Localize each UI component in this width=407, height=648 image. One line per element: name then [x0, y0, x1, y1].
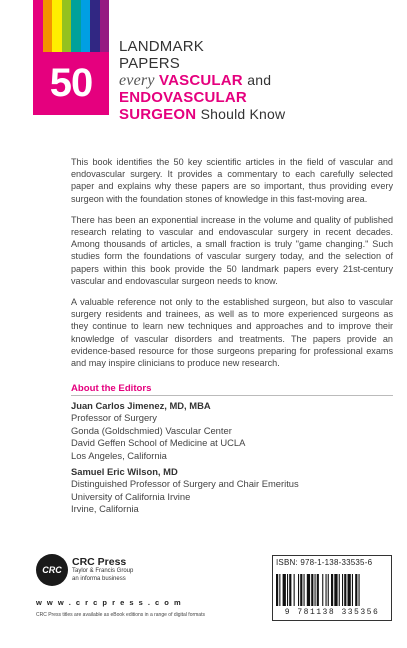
- barcode-bar: [348, 574, 351, 606]
- description-paragraph-2: There has been an exponential increase in the volume and quality of published research relating to vascular and endovascular surgery in recent decades. Among thousands of articles, a small fraction is truly "game changing." Such studies form the foundations of vascular surgery today, and the selection of papers within this book provide the 50 landmark papers every 21st-century vascular and endovascular surgeon needs to know.: [71, 214, 393, 286]
- book-title: [119, 38, 389, 123]
- editor-1-line: Gonda (Goldschmied) Vascular Center: [71, 424, 232, 436]
- editor-2-line: Irvine, California: [71, 503, 139, 515]
- barcode-bar: [315, 574, 316, 606]
- barcode-bar: [300, 574, 302, 606]
- title-surgeon: SURGEON: [119, 106, 197, 123]
- ebook-note: CRC Press titles are available as eBook editions in a range of digital formats: [36, 612, 205, 618]
- color-stripes: [33, 0, 109, 52]
- description-paragraph-1: This book identifies the 50 key scientific articles in the field of vascular and endovascular surgery. It provides a commentary to each carefully selected paper and explains why these papers are so important, thus providing every surgeon with the foundation stones of knowledge in this fast-moving area.: [71, 157, 393, 204]
- title-and: and: [247, 72, 272, 88]
- barcode-bar: [287, 574, 288, 606]
- editor-2-name: Samuel Eric Wilson, MD: [71, 466, 178, 477]
- barcode-bar: [317, 574, 319, 606]
- editors-divider: [71, 395, 393, 396]
- barcode-bar: [298, 574, 299, 606]
- title-endovascular: ENDOVASCULAR: [119, 89, 247, 106]
- color-stripe: [71, 0, 81, 52]
- color-stripe: [43, 0, 53, 52]
- barcode-bar: [283, 574, 286, 606]
- barcode-bar: [344, 574, 346, 606]
- color-stripe: [52, 0, 62, 52]
- barcode-bar: [328, 574, 329, 606]
- title-line-landmark: LANDMARK: [119, 38, 204, 55]
- crc-logo: CRC: [36, 554, 68, 586]
- color-stripe: [33, 0, 43, 52]
- fifty-badge: 50: [33, 52, 109, 115]
- title-line-papers: PAPERS: [119, 55, 180, 72]
- color-stripe: [62, 0, 72, 52]
- publisher-name: CRC Press: [72, 556, 127, 568]
- barcode-bar: [307, 574, 310, 606]
- barcode-bar: [322, 574, 323, 606]
- barcode-bar: [359, 574, 360, 606]
- barcode-bar: [334, 574, 337, 606]
- barcode-bar: [355, 574, 357, 606]
- barcode-bar: [279, 574, 280, 606]
- publisher-business: an informa business: [72, 575, 126, 582]
- publisher-block: [72, 556, 133, 583]
- barcode-bar: [311, 574, 313, 606]
- editor-1-line: Los Angeles, California: [71, 449, 167, 461]
- description-paragraph-3: A valuable reference not only to the established surgeon, but also to vascular surgery residents and trainees, as well as to more experienced surgeons as they continue to learn new techniques and approaches and to improve their knowledge of vascular disorders and treatments. The papers provide an evidence-based resource for those surgeons preparing for professional exams and may inspire clinicians to produce new research.: [71, 297, 393, 369]
- editor-1-line: Professor of Surgery: [71, 412, 157, 424]
- color-stripe: [100, 0, 110, 52]
- editor-1-line: David Geffen School of Medicine at UCLA: [71, 437, 246, 449]
- editors-heading: About the Editors: [71, 383, 152, 394]
- book-description: [71, 156, 393, 378]
- editor-1-name: Juan Carlos Jimenez, MD, MBA: [71, 400, 211, 411]
- barcode-bar: [352, 574, 353, 606]
- publisher-group: Taylor & Francis Group: [72, 568, 134, 574]
- barcode-bar: [276, 574, 278, 606]
- color-stripe: [90, 0, 100, 52]
- barcode-bar: [331, 574, 333, 606]
- barcode-bar: [294, 574, 295, 606]
- barcode: [272, 555, 392, 621]
- barcode-bars: [276, 574, 388, 606]
- editor-2-line: University of California Irvine: [71, 490, 191, 502]
- barcode-bar: [342, 574, 343, 606]
- barcode-bar: [304, 574, 305, 606]
- title-line-surgeon: [119, 106, 389, 123]
- isbn-label: ISBN: 978-1-138-33535-6: [276, 558, 373, 567]
- title-every: every: [119, 72, 155, 89]
- publisher-url: w w w . c r c p r e s s . c o m: [36, 598, 183, 607]
- title-line-every-vascular: [119, 72, 389, 89]
- barcode-bar: [289, 574, 291, 606]
- barcode-digits: 9 781138 335356: [284, 608, 380, 617]
- title-vascular: VASCULAR: [159, 72, 243, 89]
- editor-2-line: Distinguished Professor of Surgery and Chair Emeritus: [71, 478, 299, 490]
- barcode-bar: [339, 574, 340, 606]
- title-should-know: Should Know: [200, 106, 286, 122]
- color-stripe: [81, 0, 91, 52]
- barcode-bar: [326, 574, 327, 606]
- editor-2: [71, 466, 393, 516]
- editor-1: [71, 400, 393, 462]
